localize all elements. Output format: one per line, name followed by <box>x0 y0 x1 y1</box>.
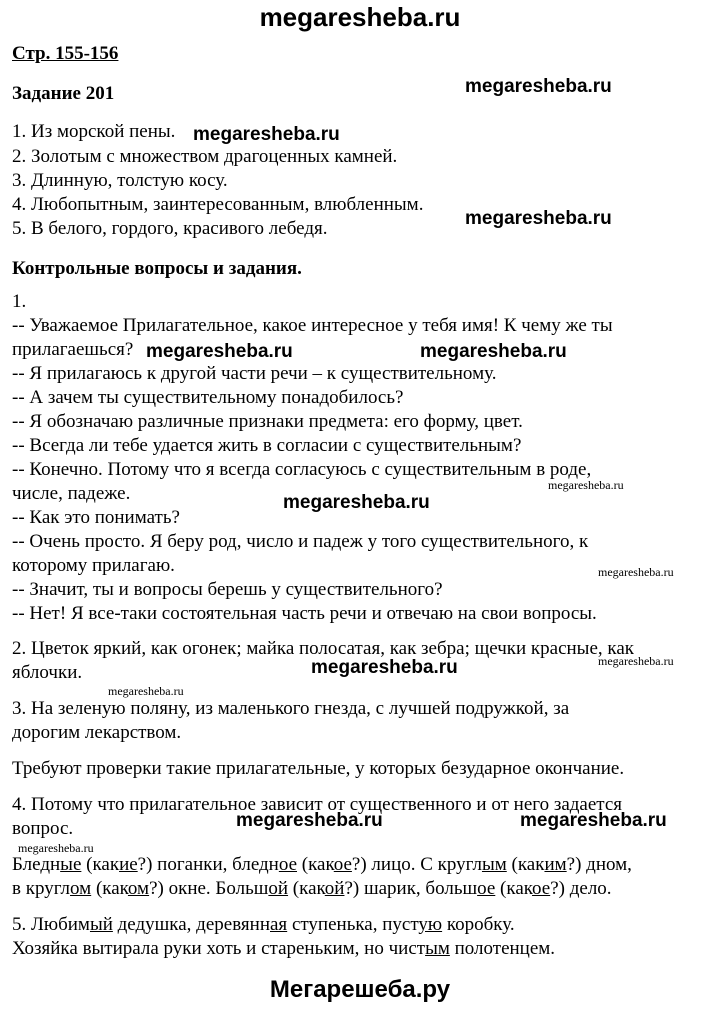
text-segment: (как <box>495 878 533 899</box>
text-segment: полотенцем. <box>449 938 556 959</box>
text-segment: Бледн <box>12 854 61 875</box>
text-segment: (как <box>506 854 545 875</box>
watermark: megaresheba.ru <box>420 341 567 362</box>
text-segment: (как <box>91 878 128 899</box>
q1-line: -- Уважаемое Прилагательное, какое интересное у тебя имя! К чему же ты <box>12 315 613 336</box>
q3-line: Требуют проверки такие прилагательные, у которых безударное окончание. <box>12 758 625 779</box>
watermark-small: megaresheba.ru <box>598 565 674 579</box>
underlined-ending: ую <box>418 914 443 935</box>
watermark: megaresheba.ru <box>193 124 340 145</box>
underlined-ending: ый <box>89 914 113 935</box>
watermark: megaresheba.ru <box>465 76 612 97</box>
underlined-ending: им <box>544 854 567 875</box>
q2-line: яблочки. <box>12 662 83 683</box>
answer-3: 3. Длинную, толстую косу. <box>12 170 228 191</box>
text-segment: в кругл <box>12 878 71 899</box>
q4-line: 4. Потому что прилагательное зависит от существенного и от него задается <box>12 794 623 815</box>
answer-4: 4. Любопытным, заинтересованным, влюбленным. <box>12 194 424 215</box>
answer-1: 1. Из морской пены. <box>12 121 176 142</box>
text-segment: ступенька, пуст <box>287 914 419 935</box>
answer-5: 5. В белого, гордого, красивого лебедя. <box>12 218 328 239</box>
watermark: megaresheba.ru <box>146 341 293 362</box>
q1-line: которому прилагаю. <box>12 555 175 576</box>
watermark-small: megaresheba.ru <box>18 841 94 855</box>
q1-line: -- А зачем ты существительному понадобилось? <box>12 387 404 408</box>
text-segment: коробку. <box>442 914 515 935</box>
q3-line: дорогим лекарством. <box>12 722 182 743</box>
underlined-ending: ые <box>60 854 82 875</box>
text-segment: (как <box>288 878 325 899</box>
footer-site-title: Мегарешеба.ру <box>269 976 451 1003</box>
underlined-ending: ое <box>333 854 352 875</box>
q1-line: прилагаешься? <box>12 339 134 360</box>
watermark: megaresheba.ru <box>283 492 430 513</box>
q1-line: числе, падеже. <box>12 483 131 504</box>
watermark: megaresheba.ru <box>465 208 612 229</box>
watermark: megaresheba.ru <box>236 810 383 831</box>
text-segment: дедушка, деревянн <box>112 914 270 935</box>
watermark: megaresheba.ru <box>520 810 667 831</box>
text-segment: (как <box>297 854 334 875</box>
q1-line: -- Я обозначаю различные признаки предмета: его форму, цвет. <box>12 411 523 432</box>
text-segment: ?) лицо. С кругл <box>351 854 482 875</box>
text-segment: ?) шарик, больш <box>344 878 478 899</box>
q1-line: -- Я прилагаюсь к другой части речи – к существительному. <box>12 363 497 384</box>
text-segment: ?) поганки, бледн <box>137 854 279 875</box>
q4-adjective-line-2 <box>12 877 612 901</box>
underlined-ending: ой <box>268 878 289 899</box>
text-segment: ?) дело. <box>550 878 612 899</box>
text-segment: ?) дном, <box>566 854 632 875</box>
q3-line: 3. На зеленую поляну, из маленького гнезда, с лучшей подружкой, за <box>12 698 570 719</box>
header-site-title: megaresheba.ru <box>259 2 461 32</box>
underlined-ending: ие <box>119 854 138 875</box>
text-segment: 5. Любим <box>12 914 90 935</box>
q1-line: -- Нет! Я все-таки состоятельная часть речи и отвечаю на свои вопросы. <box>12 603 597 624</box>
q1-line: -- Всегда ли тебе удается жить в согласии с существительным? <box>12 435 522 456</box>
underlined-ending: ым <box>425 938 450 959</box>
watermark: megaresheba.ru <box>311 657 458 678</box>
underlined-ending: ое <box>278 854 298 875</box>
q2-line: 2. Цветок яркий, как огонек; майка полосатая, как зебра; щечки красные, как <box>12 638 634 659</box>
q4-adjective-line-1 <box>12 853 632 877</box>
q5-line-2 <box>12 937 555 961</box>
answer-2: 2. Золотым с множеством драгоценных камней. <box>12 146 398 167</box>
underlined-ending: ом <box>127 878 150 899</box>
underlined-ending: ой <box>324 878 345 899</box>
underlined-ending: ое <box>532 878 551 899</box>
q5-line-1 <box>12 913 515 937</box>
q4-line: вопрос. <box>12 818 74 839</box>
underlined-ending: ым <box>481 854 507 875</box>
watermark-small: megaresheba.ru <box>598 654 674 668</box>
control-questions-title: Контрольные вопросы и задания. <box>12 258 302 279</box>
q1-line: -- Очень просто. Я беру род, число и падеж у того существительного, к <box>12 531 589 552</box>
underlined-ending: ом <box>70 878 92 899</box>
page-reference: Стр. 155-156 <box>12 43 119 64</box>
watermark-small: megaresheba.ru <box>548 478 624 492</box>
watermark-small: megaresheba.ru <box>108 684 184 698</box>
text-segment: ?) окне. Больш <box>149 878 269 899</box>
text-segment: (как <box>81 854 120 875</box>
q1-line: -- Значит, ты и вопросы берешь у существительного? <box>12 579 443 600</box>
q1-line: -- Как это понимать? <box>12 507 180 528</box>
underlined-ending: ая <box>270 914 288 935</box>
text-segment: Хозяйка вытирала руки хоть и стареньким, но чист <box>12 938 426 959</box>
task-title: Задание 201 <box>12 83 115 104</box>
q1-line: -- Конечно. Потому что я всегда согласуюсь с существительным в роде, <box>12 459 592 480</box>
underlined-ending: ое <box>477 878 496 899</box>
q1-number: 1. <box>12 291 27 312</box>
